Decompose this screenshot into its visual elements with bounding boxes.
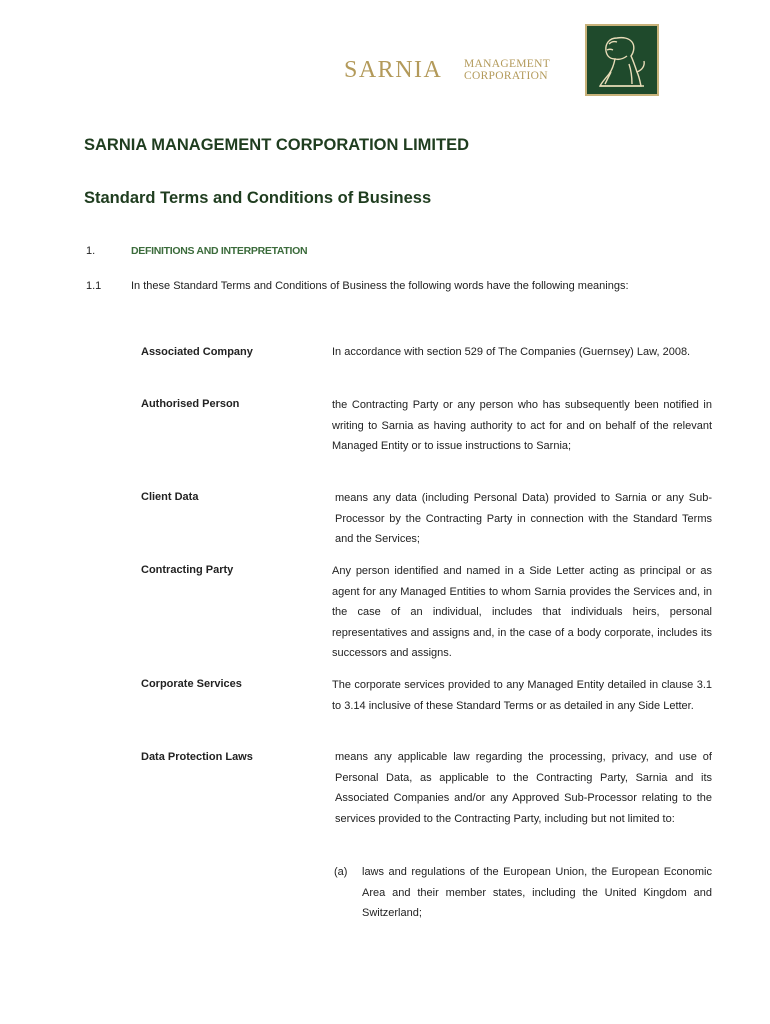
definition-term-data-protection-laws: Data Protection Laws	[141, 751, 253, 763]
logo-subtitle	[464, 58, 550, 82]
company-title: SARNIA MANAGEMENT CORPORATION LIMITED	[84, 136, 469, 154]
definition-term-contracting-party: Contracting Party	[141, 564, 234, 576]
definition-text-associated-company: In accordance with section 529 of The Companies (Guernsey) Law, 2008.	[332, 346, 691, 358]
section-title: DEFINITIONS AND INTERPRETATION	[131, 245, 308, 257]
logo-sub-line-2: CORPORATION	[464, 70, 548, 82]
definition-text-corporate-services: The corporate services provided to any Managed Entity detailed in clause 3.1 to 3.14 inclusive of these Standard Terms or as detailed in any Side Letter.	[332, 679, 712, 712]
section-number: 1.	[86, 245, 96, 257]
definition-text-data-protection-laws: means any applicable law regarding the processing, privacy, and use of Personal Data, as applicable to the Contracting Party, Sarnia and its Associated Companies and/or any Approved Sub-Processor relating to the services provided to the Contracting Party, including but not limited to:	[335, 751, 712, 825]
definition-term-associated-company: Associated Company	[141, 346, 253, 358]
sub-item-label: (a)	[334, 866, 348, 878]
definition-term-authorised-person: Authorised Person	[141, 398, 240, 410]
document-subtitle: Standard Terms and Conditions of Business	[84, 189, 432, 207]
logo-sub-line-1: MANAGEMENT	[464, 58, 551, 70]
definition-term-corporate-services: Corporate Services	[141, 678, 242, 690]
definition-term-client-data: Client Data	[141, 491, 199, 503]
clause-text: In these Standard Terms and Conditions of Business the following words have the following meanings:	[131, 280, 629, 292]
logo-badge	[585, 24, 659, 96]
sub-item-text: laws and regulations of the European Union, the European Economic Area and their member states, including the United Kingdom and Switzerland;	[362, 866, 712, 919]
definition-text-contracting-party: Any person identified and named in a Side Letter acting as principal or as agent for any Managed Entities to whom Sarnia provides the Services and, in the case of an individual, includes that individuals heirs, personal representatives and assigns and, in the case of a body corporate, includes its successors and assigns.	[332, 565, 712, 659]
definition-text-authorised-person: the Contracting Party or any person who has subsequently been notified in writing to Sarnia as having authority to act for and on behalf of the relevant Managed Entity or to issue instructions to Sarnia;	[332, 399, 712, 452]
lion-icon	[587, 26, 657, 94]
logo-wordmark: SARNIA	[344, 57, 443, 83]
clause-number: 1.1	[86, 280, 102, 292]
definition-text-client-data: means any data (including Personal Data) provided to Sarnia or any Sub-Processor by the Contracting Party in connection with the Standard Terms and the Services;	[335, 492, 712, 545]
